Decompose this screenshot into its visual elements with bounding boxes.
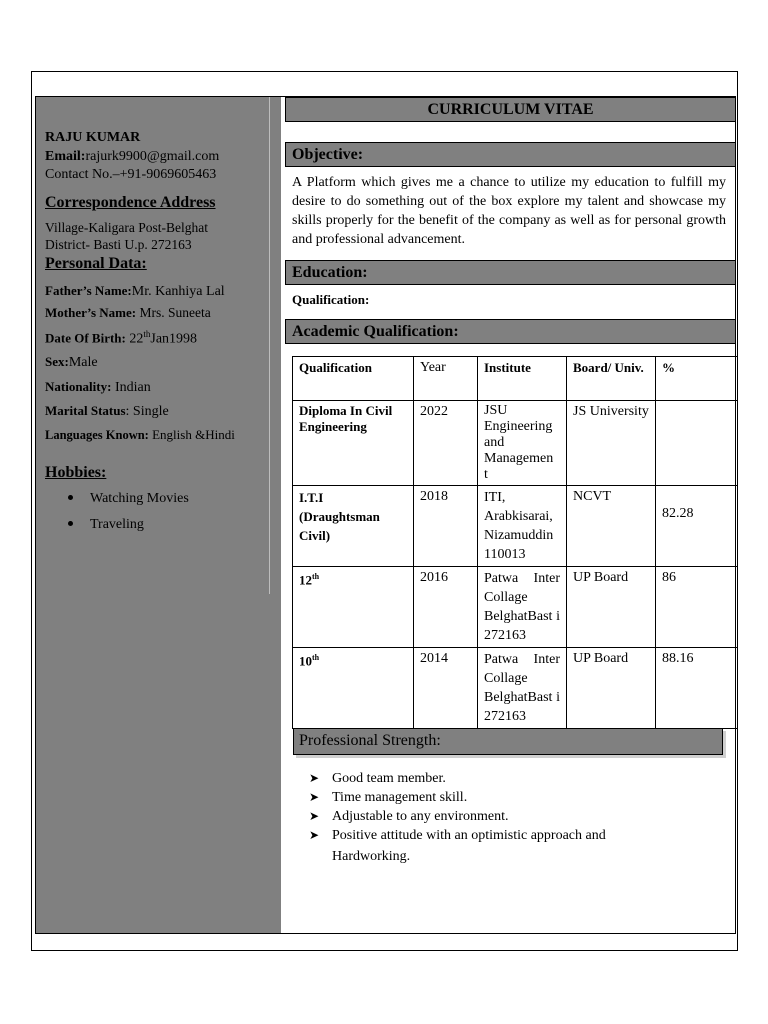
marital-value: : Single — [125, 404, 169, 419]
list-item — [309, 826, 606, 845]
mother-label: Mother’s Name: — [45, 305, 137, 320]
table-row — [293, 401, 738, 486]
personal-data-heading: Personal Data: — [45, 255, 147, 272]
dob-day: 22 — [125, 331, 144, 347]
email-label: Email: — [45, 149, 86, 164]
cell-board: NCVT — [567, 486, 656, 567]
bullet-icon — [68, 521, 73, 526]
header-board: Board/ Univ. — [567, 357, 656, 401]
cell-percent — [656, 401, 738, 486]
email-line — [45, 149, 219, 165]
email-value: rajurk9900@gmail.com — [85, 149, 220, 164]
strength-text: Time management skill. — [332, 790, 468, 805]
header-year: Year — [414, 357, 478, 401]
qualification-label: Qualification: — [292, 292, 370, 307]
arrow-bullet-icon: ➤ — [309, 771, 320, 785]
hobby-item — [68, 491, 189, 507]
academic-heading: Academic Qualification: — [285, 319, 736, 344]
qualification-suffix: th — [312, 572, 320, 581]
marital-line — [45, 403, 169, 420]
table-row — [293, 567, 738, 648]
nationality-line — [45, 379, 151, 396]
nationality-label: Nationality: — [45, 379, 112, 394]
strength-continuation: Hardworking. — [332, 849, 411, 864]
languages-line — [45, 427, 235, 443]
cell-institute: ITI, Arabkisarai, Nizamuddin 110013 — [478, 486, 567, 567]
list-item — [309, 788, 606, 807]
sex-value: Male — [68, 355, 98, 370]
table-header-row — [293, 357, 738, 401]
cell-year: 2022 — [414, 401, 478, 486]
cell-year: 2014 — [414, 648, 478, 729]
cell-percent: 82.28 — [656, 486, 738, 567]
hobbies-heading: Hobbies: — [45, 464, 107, 481]
dob-rest: Jan1998 — [150, 331, 198, 347]
header-qualification: Qualification — [293, 357, 414, 401]
address-line-2: District- Basti U.p. 272163 — [45, 237, 192, 252]
header-percent: % — [656, 357, 738, 401]
cell-qualification — [293, 567, 414, 648]
bullet-icon — [68, 495, 73, 500]
cell-qualification: I.T.I (Draughtsman Civil) — [293, 486, 414, 567]
cell-qualification: Diploma In Civil Engineering — [293, 401, 414, 486]
header-institute: Institute — [478, 357, 567, 401]
qualification-suffix: th — [312, 653, 320, 662]
academic-table — [292, 356, 738, 729]
cell-qualification — [293, 648, 414, 729]
hobby-label: Traveling — [90, 517, 144, 532]
correspondence-heading: Correspondence Address — [45, 194, 216, 211]
cell-year: 2016 — [414, 567, 478, 648]
address-line-1: Village-Kaligara Post-Belghat — [45, 220, 209, 235]
person-name: RAJU KUMAR — [45, 130, 141, 145]
marital-label: Marital Status — [45, 403, 126, 418]
cell-board: UP Board — [567, 567, 656, 648]
dob-label: Date Of Birth: — [45, 330, 126, 346]
arrow-bullet-icon: ➤ — [309, 809, 320, 823]
strength-text: Good team member. — [332, 771, 446, 786]
contact-line: Contact No.–+91-9069605463 — [45, 167, 217, 182]
cell-institute: Patwa Inter Collage BelghatBast i 272163 — [478, 567, 567, 648]
list-item — [309, 769, 606, 788]
strength-text: Adjustable to any environment. — [332, 809, 509, 824]
nationality-value: Indian — [111, 380, 151, 395]
arrow-bullet-icon: ➤ — [309, 790, 320, 804]
cell-year: 2018 — [414, 486, 478, 567]
father-label: Father’s Name: — [45, 283, 132, 298]
cell-institute: JSU Engineering and Managemen t — [478, 401, 567, 486]
cell-percent: 88.16 — [656, 648, 738, 729]
strength-heading: Professional Strength: — [293, 728, 723, 755]
dob-line — [45, 329, 197, 348]
list-item — [309, 807, 606, 826]
strength-list — [309, 769, 606, 866]
languages-value: English &Hindi — [148, 427, 235, 442]
cell-percent: 86 — [656, 567, 738, 648]
mother-line — [45, 305, 211, 321]
qualification-text: 10 — [299, 653, 312, 669]
sex-label: Sex: — [45, 354, 69, 369]
qualification-text: 12 — [299, 572, 312, 588]
languages-label: Languages Known: — [45, 428, 149, 442]
father-value: Mr. Kanhiya Lal — [131, 284, 225, 299]
mother-value: Mrs. Suneeta — [136, 305, 211, 320]
objective-heading: Objective: — [285, 142, 736, 167]
hobby-item — [68, 517, 144, 533]
father-line — [45, 283, 225, 300]
objective-text: A Platform which gives me a chance to utilize my education to fulfill my desire to do something out of the box explore my talent and showcase my skills properly for the benefit of the company as well as for personal growth and professional advancement. — [292, 175, 726, 247]
cell-board: UP Board — [567, 648, 656, 729]
dob-suffix: th — [143, 329, 151, 339]
strength-text: Positive attitude with an optimistic approach and — [332, 828, 606, 843]
education-heading: Education: — [285, 260, 736, 285]
cell-board: JS University — [567, 401, 656, 486]
cv-title: CURRICULUM VITAE — [285, 97, 736, 122]
sex-line — [45, 354, 98, 371]
table-row — [293, 648, 738, 729]
cell-institute: Patwa Inter Collage BelghatBast i 272163 — [478, 648, 567, 729]
hobby-label: Watching Movies — [90, 491, 189, 506]
arrow-bullet-icon: ➤ — [309, 828, 320, 842]
table-row — [293, 486, 738, 567]
